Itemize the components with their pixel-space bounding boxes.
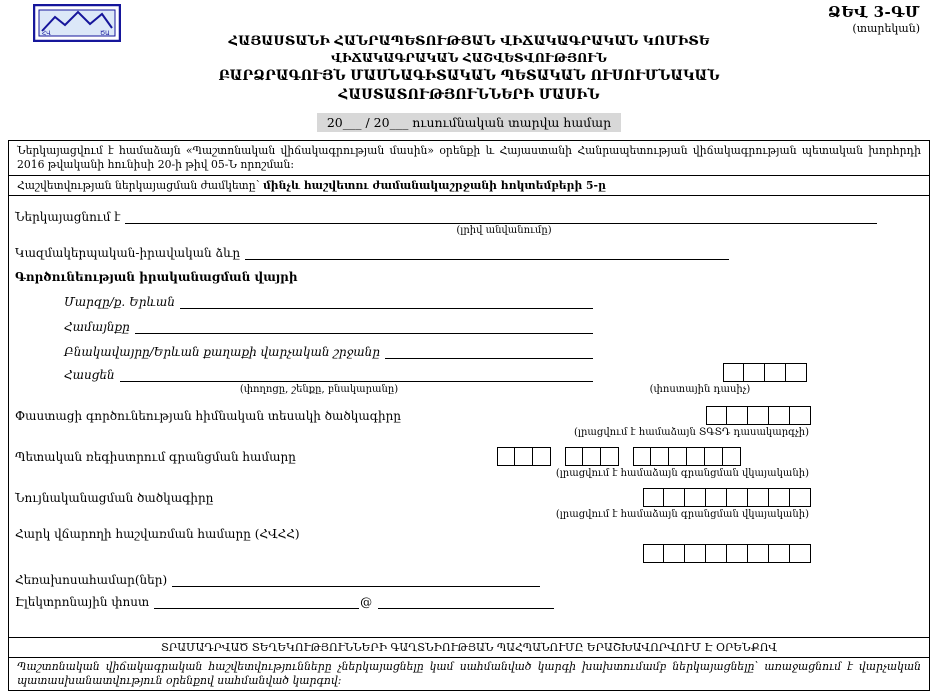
input-cell[interactable] — [687, 447, 705, 466]
region-row — [9, 294, 929, 309]
settlement-label: Բնակավայրը/Երևան քաղաքի վարչական շրջանը — [64, 345, 380, 360]
deadline-date: մինչև հաշվետու ժամանակաշրջանի հոկտեմբերի 5-ը — [262, 179, 606, 193]
input-cell[interactable] — [565, 447, 583, 466]
activity-location-heading: Գործունեության իրականացման վայրի — [15, 270, 298, 285]
id-code-caption: (լրացվում է համաձայն գրանցման վկայականի) — [555, 509, 809, 521]
settlement-row — [9, 344, 929, 359]
form-title-line1: ԲԱՐՁՐԱԳՈՒՅՆ ՄԱՍՆԱԳԻՏԱԿԱՆ ՊԵՏԱԿԱՆ ՈՒՍՈՒՄՆԱԿԱՆ — [218, 68, 720, 84]
address-captions — [9, 384, 929, 395]
input-cell[interactable] — [706, 544, 727, 563]
input-cell[interactable] — [685, 488, 706, 507]
input-cell[interactable] — [790, 544, 811, 563]
input-cell[interactable] — [643, 488, 664, 507]
input-cell[interactable] — [633, 447, 651, 466]
tin-cells-row — [9, 544, 811, 563]
legal-form-input-line[interactable] — [245, 245, 729, 260]
tin-cells[interactable] — [643, 544, 811, 563]
deadline-prefix: Հաշվետվության ներկայացման ժամկետը՝ — [17, 179, 260, 193]
register-group-1[interactable] — [497, 447, 551, 466]
svg-text:ՀՎ: ՀՎ — [42, 30, 51, 37]
input-cell[interactable] — [706, 488, 727, 507]
input-cell[interactable] — [497, 447, 515, 466]
form-titles — [0, 0, 938, 132]
input-cell[interactable] — [651, 447, 669, 466]
phone-row — [9, 572, 929, 587]
input-cell[interactable] — [748, 488, 769, 507]
id-code-row — [9, 488, 929, 507]
input-cell[interactable] — [769, 488, 790, 507]
community-label: Համայնքը — [64, 320, 130, 335]
confidentiality-note: ՏՐԱՄԱԴՐՎԱԾ ՏԵՂԵԿՈՒԹՅՈՒՆՆԵՐԻ ԳԱՂՏՆԻՈՒԹՅԱՆ ՊԱՀՊԱՆՈՒՄԸ ԵՐԱՇԽԱՎՈՐՎՈՒՄ Է ՕՐԵՆՔՈՎ — [9, 638, 929, 658]
region-input-line[interactable] — [180, 294, 593, 309]
register-group-3[interactable] — [633, 447, 741, 466]
phone-label: Հեռախոսահամար(ներ) — [15, 573, 168, 588]
settlement-input-line[interactable] — [385, 344, 593, 359]
input-cell[interactable] — [790, 488, 811, 507]
input-cell[interactable] — [583, 447, 601, 466]
address-caption: (փողոցը, շենքը, բնակարանը) — [239, 384, 399, 396]
register-number-cells — [497, 447, 741, 466]
form-periodicity: (տարեկան) — [852, 22, 920, 35]
input-cell[interactable] — [727, 488, 748, 507]
input-cell[interactable] — [685, 544, 706, 563]
input-cell[interactable] — [769, 406, 790, 425]
academic-year-row — [0, 112, 938, 132]
input-cell[interactable] — [601, 447, 619, 466]
input-cell[interactable] — [765, 363, 786, 382]
register-row — [9, 447, 929, 466]
presenter-row — [9, 209, 929, 224]
postal-caption: (փոստային դասիչ) — [649, 384, 751, 396]
input-cell[interactable] — [744, 363, 765, 382]
form-header — [0, 0, 938, 140]
form-frame — [8, 140, 930, 691]
input-cell[interactable] — [790, 406, 811, 425]
region-label: Մարզը/ք. Երևան — [64, 295, 175, 310]
input-cell[interactable] — [748, 544, 769, 563]
id-code-label: Նույնականացման ծածկագիրը — [15, 490, 214, 505]
input-cell[interactable] — [664, 544, 685, 563]
community-input-line[interactable] — [135, 319, 593, 334]
committee-name: ՀԱՅԱՍՏԱՆԻ ՀԱՆՐԱՊԵՏՈՒԹՅԱՆ ՎԻՃԱԿԱԳՐԱԿԱՆ ԿՈՄԻՏԵ — [228, 34, 710, 49]
form-body — [9, 196, 929, 638]
form-title-line2: ՀԱՍՏԱՏՈՒԹՅՈՒՆՆԵՐԻ ՄԱՍԻՆ — [338, 87, 600, 103]
phone-input-line[interactable] — [172, 572, 540, 587]
email-domain-input-line[interactable] — [378, 594, 554, 609]
activity-code-label: Փաստացի գործունեության հիմնական տեսակի ծածկագիրը — [15, 408, 402, 423]
tin-label: Հարկ վճարողի հաշվառման համարը (ՀՎՀՀ) — [15, 527, 300, 542]
input-cell[interactable] — [669, 447, 687, 466]
academic-year-line[interactable]: 20___ / 20___ ուսումնական տարվա համար — [317, 113, 621, 132]
postal-code-cells[interactable] — [723, 363, 807, 382]
input-cell[interactable] — [664, 488, 685, 507]
input-cell[interactable] — [723, 363, 744, 382]
input-cell[interactable] — [786, 363, 807, 382]
input-cell[interactable] — [727, 544, 748, 563]
presenter-caption: (լրիվ անվանումը) — [456, 225, 552, 237]
input-cell[interactable] — [727, 406, 748, 425]
address-row — [9, 363, 929, 382]
input-cell[interactable] — [515, 447, 533, 466]
activity-code-row — [9, 406, 929, 425]
presenter-label: Ներկայացնում է — [15, 210, 121, 225]
form-code-block — [828, 3, 920, 35]
legal-basis-note: Ներկայացվում է համաձայն «Պաշտոնական վիճակագրության մասին» օրենքի և Հայաստանի Հանրապետության վիճակագրության պետական խորհրդի 2016 թվականի հունիսի 20-ի թիվ 05-Ն որոշման: — [9, 141, 929, 176]
input-cell[interactable] — [769, 544, 790, 563]
report-type: ՎԻՃԱԿԱԳՐԱԿԱՆ ՀԱՇՎԵՏՎՈՒԹՅՈՒՆ — [331, 51, 607, 65]
armstat-logo — [33, 4, 121, 42]
email-row — [9, 594, 929, 609]
input-cell[interactable] — [533, 447, 551, 466]
register-group-2[interactable] — [565, 447, 619, 466]
email-at-sign: @ — [360, 595, 373, 610]
input-cell[interactable] — [705, 447, 723, 466]
liability-note: Պաշտոնական վիճակագրական հաշվետվությունները չներկայացնելը կամ սահմանված կարգի խախտումամբ ներկայացնելը՝ առաջացնում է վարչական պատասխանատվություն օրենքով սահմանված կարգով: — [17, 659, 921, 687]
register-label: Պետական ռեգիստրում գրանցման համարը — [15, 449, 296, 464]
form-code: ՁԵՎ 3-ԳՄ — [827, 3, 920, 21]
input-cell[interactable] — [706, 406, 727, 425]
community-row — [9, 319, 929, 334]
legal-form-row — [9, 245, 929, 260]
address-input-line[interactable] — [120, 367, 593, 382]
input-cell[interactable] — [643, 544, 664, 563]
input-cell[interactable] — [723, 447, 741, 466]
legal-form-label: Կազմակերպական-իրավական ձևը — [15, 246, 241, 261]
presenter-input-line[interactable] — [125, 209, 877, 224]
email-local-input-line[interactable] — [154, 594, 359, 609]
address-label: Հասցեն — [64, 368, 115, 383]
activity-code-caption: (լրացվում է համաձայն ՏԳՏԴ դասակարգչի) — [574, 427, 809, 439]
activity-code-cells[interactable] — [706, 406, 811, 425]
input-cell[interactable] — [748, 406, 769, 425]
tin-row — [9, 527, 929, 541]
register-caption: (լրացվում է համաձայն գրանցման վկայականի) — [555, 468, 809, 480]
email-label: Էլեկտրոնային փոստ — [15, 595, 150, 610]
svg-text:ԾԱ: ԾԱ — [100, 30, 110, 37]
id-code-cells[interactable] — [643, 488, 811, 507]
deadline-note — [9, 176, 929, 196]
